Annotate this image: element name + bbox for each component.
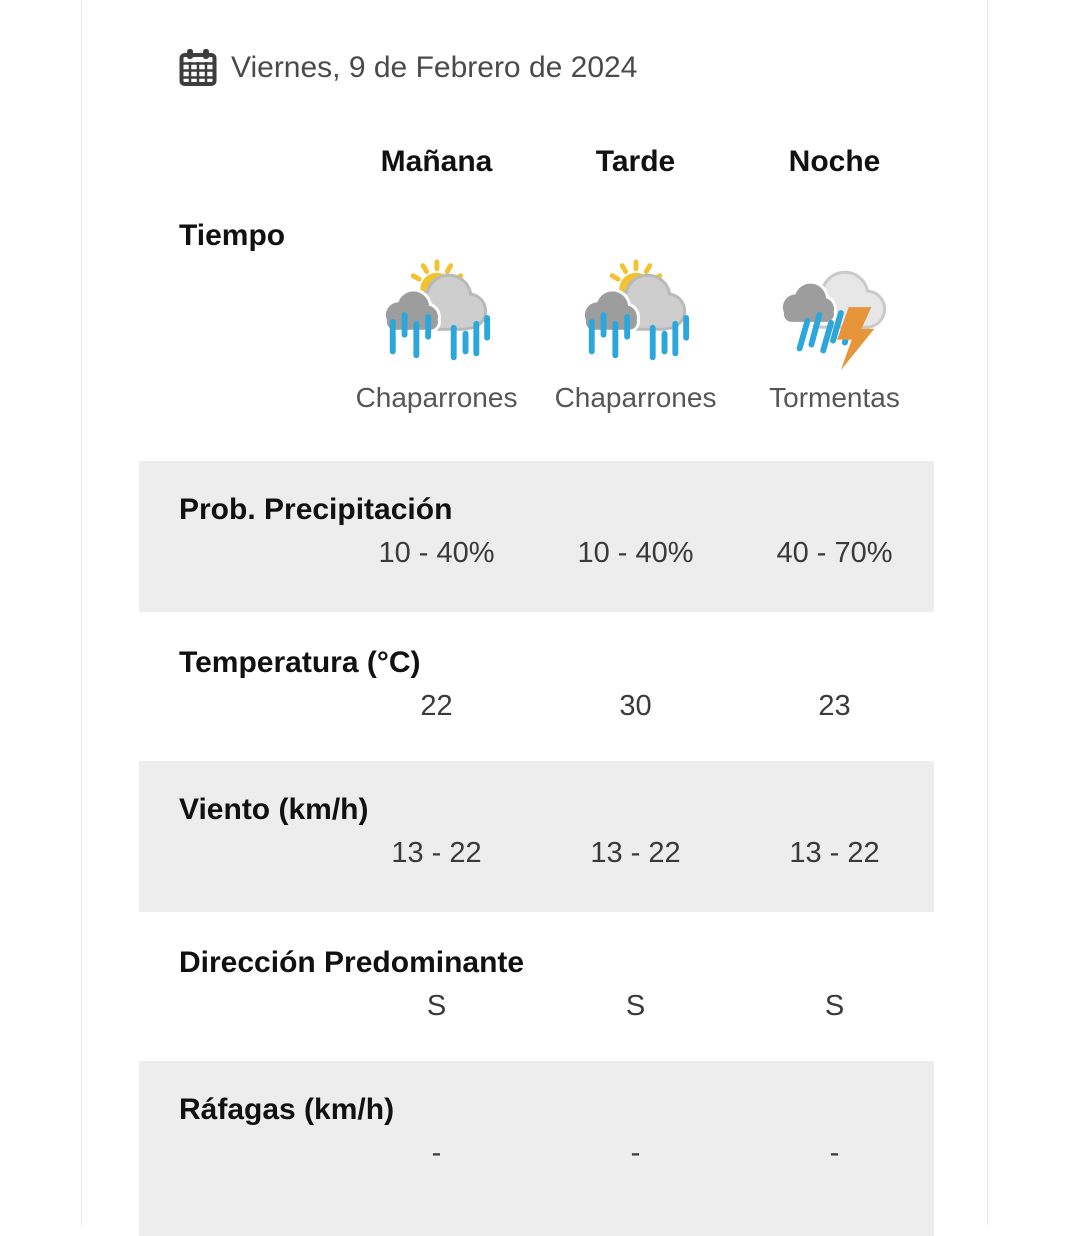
table-row-gusts — [139, 1061, 934, 1236]
value-cell: 10 - 40% — [378, 537, 495, 569]
value-cell: S — [426, 990, 447, 1022]
weather-row — [139, 218, 934, 416]
row-values — [139, 1134, 934, 1172]
value-cell: S — [824, 990, 845, 1022]
showers-day-icon — [378, 258, 496, 376]
date-header — [178, 46, 987, 90]
value-cell: 30 — [619, 690, 652, 722]
value-cell: 13 - 22 — [590, 837, 681, 869]
value-cell: - — [630, 1137, 641, 1169]
weather-cell-noche — [735, 218, 934, 416]
table-row-temperature — [139, 612, 934, 761]
row-label: Viento (km/h) — [179, 793, 369, 826]
showers-day-icon — [577, 258, 695, 376]
value-cell: 10 - 40% — [577, 537, 694, 569]
column-header-noche: Noche — [788, 145, 881, 178]
value-cell: 40 - 70% — [776, 537, 893, 569]
table-row-wind — [139, 761, 934, 912]
column-headers — [139, 144, 934, 180]
condition-label: Chaparrones — [554, 382, 717, 413]
value-cell: 22 — [420, 690, 453, 722]
value-cell: 13 - 22 — [789, 837, 880, 869]
row-label-tiempo: Tiempo — [179, 219, 286, 252]
row-label: Ráfagas (km/h) — [179, 1093, 395, 1126]
table-row-precipitation — [139, 461, 934, 612]
table-row-direction — [139, 912, 934, 1061]
date-text: Viernes, 9 de Febrero de 2024 — [231, 51, 638, 84]
weather-cell-manana — [337, 218, 536, 416]
header-spacer — [139, 144, 337, 180]
column-header-manana: Mañana — [380, 145, 493, 178]
row-values — [139, 687, 934, 725]
row-values — [139, 987, 934, 1025]
weather-cell-tarde — [536, 218, 735, 416]
thunderstorm-icon — [776, 258, 894, 376]
value-cell: 13 - 22 — [391, 837, 482, 869]
column-header-tarde: Tarde — [595, 145, 676, 178]
condition-label: Tormentas — [769, 382, 900, 413]
calendar-icon — [178, 48, 218, 88]
condition-label: Chaparrones — [355, 382, 518, 413]
forecast-card — [81, 0, 988, 1225]
row-values — [139, 534, 934, 572]
value-cell: S — [625, 990, 646, 1022]
row-label: Temperatura (°C) — [179, 646, 421, 679]
value-cell: 23 — [818, 690, 851, 722]
value-cell: - — [431, 1137, 442, 1169]
row-label: Dirección Predominante — [179, 946, 525, 979]
row-values — [139, 834, 934, 872]
value-cell: - — [829, 1137, 840, 1169]
row-label: Prob. Precipitación — [179, 493, 453, 526]
